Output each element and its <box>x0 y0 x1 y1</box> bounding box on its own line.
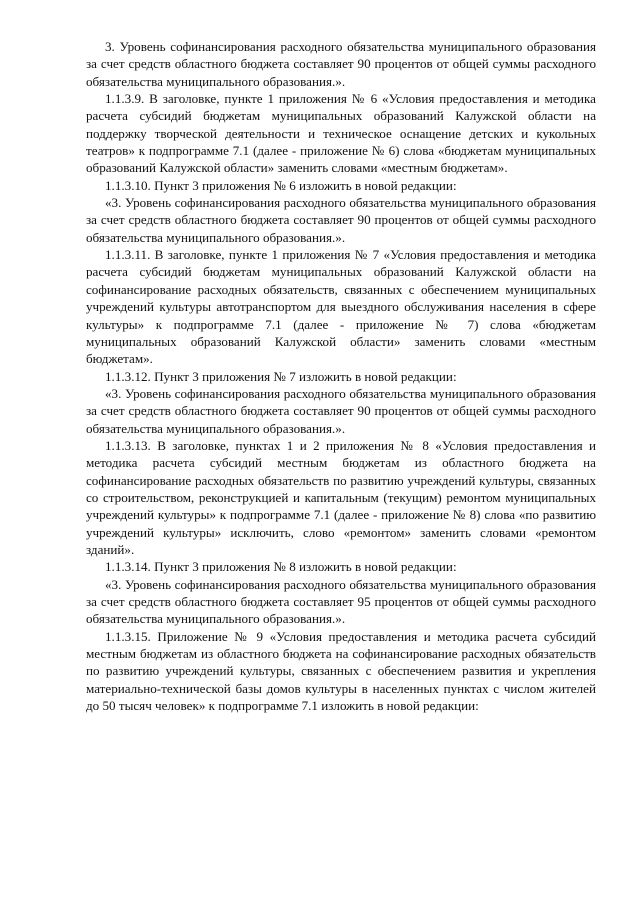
paragraph-quoted-clause-3-app8: «3. Уровень софинансирования расходного обязательства муниципального образования за счет средств областного бюджета составляет 95 процентов от общей суммы расходного обязательства муниципального образования.». <box>86 576 596 627</box>
paragraph-quoted-clause-3-app6: «3. Уровень софинансирования расходного обязательства муниципального образования за счет средств областного бюджета составляет 90 процентов от общей суммы расходного обязательства муниципального образования.». <box>86 195 596 245</box>
paragraph-clause-3-note: 3. Уровень софинансирования расходного обязательства муниципального образования за счет средств областного бюджета составляет 90 процентов от общей суммы расходного обязательства муниципального образования.». <box>86 39 596 89</box>
paragraph-1-1-3-9: 1.1.3.9. В заголовке, пункте 1 приложения № 6 «Условия предоставления и методика расчета субсидий бюджетам муниципальных образований Калужской области на поддержку творческой деятельности и техническое оснащение детских и кукольных театров» к подпрограмме 7.1 (далее - приложение № 6) слова «бюджетам муниципальных образований Калужской области» заменить словами «местным бюджетам». <box>86 91 596 176</box>
paragraph-1-1-3-13: 1.1.3.13. В заголовке, пунктах 1 и 2 приложения № 8 «Условия предоставления и методика расчета субсидий местным бюджетам из областного бюджета на софинансирование расходных обязательств по развитию учреждений культуры, связанных со строительством, реконструкцией и капитальным (текущим) ремонтом муниципальных учреждений культуры» к подпрограмме 7.1 (далее - приложение № 8) слова «по развитию учреждений культуры» исключить, слово «ремонтом» заменить словами «ремонтом зданий». <box>86 437 596 557</box>
paragraph-quoted-clause-3-app7: «3. Уровень софинансирования расходного обязательства муниципального образования за счет средств областного бюджета составляет 90 процентов от общей суммы расходного обязательства муниципального образования.». <box>86 385 596 436</box>
paragraph-1-1-3-11: 1.1.3.11. В заголовке, пункте 1 приложения № 7 «Условия предоставления и методика расчета субсидий бюджетам муниципальных образований Калужской области на софинансирование расходных обязательств, связанных с обеспечением муниципальных учреждений культуры автотранспортом для выездного обслуживания населения в сфере культуры» к подпрограмме 7.1 (далее - приложение № 7) слова «бюджетам муниципальных образований Калужской области» заменить словами «местным бюджетам». <box>86 247 596 367</box>
paragraph-1-1-3-12: 1.1.3.12. Пункт 3 приложения № 7 изложить в новой редакции: <box>105 368 457 384</box>
paragraph-1-1-3-15: 1.1.3.15. Приложение № 9 «Условия предоставления и методика расчета субсидий местным бюджетам из областного бюджета на софинансирование расходных обязательств по развитию учреждений культуры, связанных с обеспечением развития и укрепления материально-технической базы домов культуры в населенных пунктах с числом жителей до 50 тысяч человек» к подпрограмме 7.1 изложить в новой редакции: <box>86 628 596 714</box>
paragraph-1-1-3-14: 1.1.3.14. Пункт 3 приложения № 8 изложить в новой редакции: <box>105 559 457 575</box>
document-body <box>86 38 596 714</box>
paragraph-1-1-3-10: 1.1.3.10. Пункт 3 приложения № 6 изложить в новой редакции: <box>105 177 457 193</box>
